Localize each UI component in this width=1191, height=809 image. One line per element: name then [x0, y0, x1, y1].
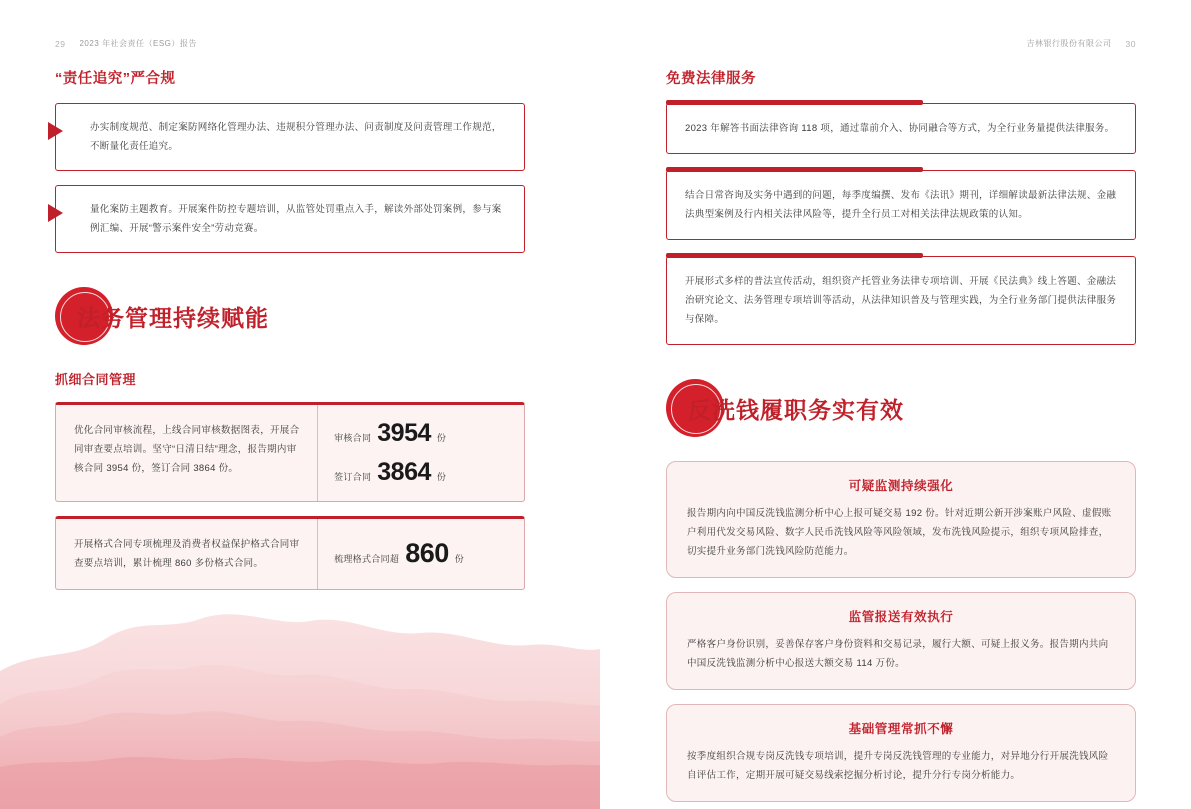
stat-card [55, 516, 525, 590]
info-box-text: 2023 年解答书面法律咨询 118 项，通过靠前介入、协同融合等方式，为全行业务量提供法律服务。 [685, 122, 1115, 134]
stat-card-metrics [318, 519, 524, 589]
section-title-responsibility: “责任追究”严合规 [55, 71, 176, 87]
section-heading-text: 反洗钱履职务实有效 [688, 396, 904, 423]
metric-row [334, 419, 514, 448]
right-column [666, 70, 1136, 809]
stat-card [55, 402, 525, 502]
stat-card-description: 开展格式合同专项梳理及消费者权益保护格式合同审查要点培训，累计梳理 860 多份格式合同。 [56, 519, 318, 589]
rounded-card [666, 592, 1136, 690]
card-body: 报告期内向中国反洗钱监测分析中心上报可疑交易 192 份。针对近期公新开涉案账户风险、虚假账户利用代发交易风险、数字人民币洗钱风险等风险领域，发布洗钱风险提示，组织专项风险排查，切实提升业务部门洗钱风险防范能力。 [687, 507, 1112, 557]
metric-value: 3954 [377, 418, 431, 447]
section-heading-text: 法务管理持续赋能 [77, 304, 269, 331]
info-box-text: 开展形式多样的普法宣传活动，组织资产托管业务法律专项培训、开展《民法典》线上答题、金融法治研究论文、法务管理专项培训等活动，从法律知识普及与管理实践，为全行业务部门提供法律服务与保障。 [685, 275, 1117, 325]
bullet-box [55, 185, 525, 253]
metric-value: 3864 [377, 457, 431, 486]
sub-heading-contract-management: 抓细合同管理 [55, 371, 137, 387]
card-title: 基础管理常抓不懈 [848, 721, 954, 736]
info-box [666, 103, 1136, 154]
metric-label: 签订合同 [334, 471, 372, 482]
page-number-left: 29 [55, 38, 66, 49]
report-title-left: 2023 年社会责任（ESG）报告 [79, 39, 197, 48]
card-title: 可疑监测持续强化 [848, 478, 954, 493]
arrow-marker-icon [48, 122, 63, 140]
stat-card-description: 优化合同审核流程，上线合同审核数据图表，开展合同审查要点培训。坚守“日清日结”理念，报告期内审核合同 3954 份，签订合同 3864 份。 [56, 405, 318, 501]
info-box [666, 256, 1136, 345]
rounded-card [666, 461, 1136, 578]
metric-unit: 份 [436, 471, 446, 482]
card-title: 监管报送有效执行 [848, 609, 954, 624]
metric-label: 审核合同 [334, 432, 372, 443]
section-heading-anti-money-laundering [666, 379, 1136, 441]
card-body: 按季度组织合规专岗反洗钱专项培训，提升专岗反洗钱管理的专业能力，对异地分行开展洗钱风险自评估工作，定期开展可疑交易线索挖掘分析讨论，提升分行专岗分析能力。 [687, 750, 1109, 781]
arrow-marker-icon [48, 204, 63, 222]
bullet-text: 量化案防主题教育。开展案件防控专题培训，从监管处罚重点入手，解读外部处罚案例，参与案例汇编、开展“警示案件安全”劳动竞赛。 [90, 203, 502, 234]
metric-row [334, 458, 514, 487]
left-column [55, 70, 525, 604]
running-head-left [55, 38, 197, 49]
metric-row [334, 538, 514, 569]
metric-value: 860 [405, 538, 449, 569]
bullet-box [55, 103, 525, 171]
info-box [666, 170, 1136, 240]
section-title-free-legal-service: 免费法律服务 [666, 71, 756, 87]
red-bar-decoration [666, 253, 923, 258]
running-head-right [1027, 38, 1136, 49]
rounded-card [666, 704, 1136, 802]
company-name-right: 吉林银行股份有限公司 [1026, 39, 1112, 48]
info-box-text: 结合日常咨询及实务中遇到的问题，每季度编撰、发布《法讯》期刊，详细解读最新法律法规、金融法典型案例及行内相关法律风险等，提升全行员工对相关法律法规政策的认知。 [685, 189, 1117, 220]
page-number-right: 30 [1125, 38, 1136, 49]
metric-unit: 份 [436, 432, 446, 443]
watercolor-mountain-decoration-icon [0, 579, 600, 809]
bullet-text: 办实制度规范、制定案防网络化管理办法、违规积分管理办法、问责制度及问责管理工作规范，不断量化责任追究。 [90, 121, 502, 152]
card-body: 严格客户身份识别，妥善保存客户身份资料和交易记录，履行大额、可疑上报义务。报告期内共向中国反洗钱监测分析中心报送大额交易 114 万份。 [687, 638, 1109, 669]
metric-label: 梳理格式合同超 [334, 554, 400, 565]
stat-card-metrics [318, 405, 524, 501]
red-bar-decoration [666, 167, 923, 172]
section-heading-legal-management [55, 287, 525, 349]
red-bar-decoration [666, 100, 923, 105]
metric-unit: 份 [454, 554, 464, 565]
